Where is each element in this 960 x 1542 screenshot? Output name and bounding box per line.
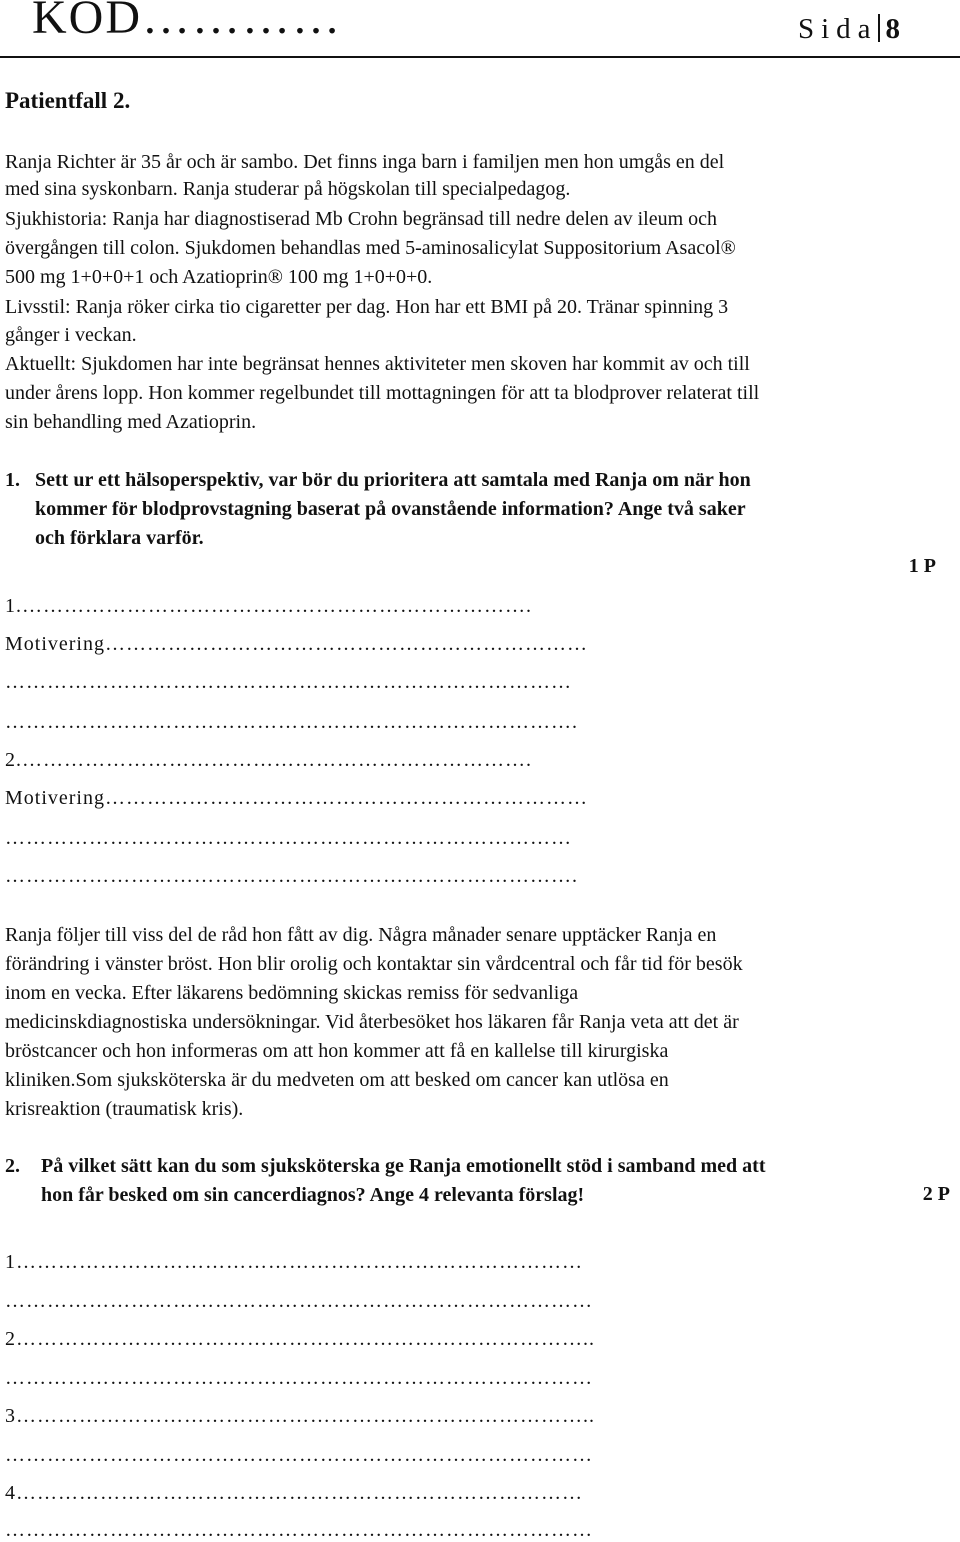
- intro-line: 500 mg 1+0+0+1 och Azatioprin® 100 mg 1+0+0+0.: [5, 266, 433, 288]
- followup-line: inom en vecka. Efter läkarens bedömning skickas remiss för sedvanliga: [5, 982, 579, 1004]
- question-2-number: 2.: [5, 1155, 20, 1177]
- question-1-points: 1 P: [908, 555, 936, 577]
- page-label: Sida: [797, 13, 878, 45]
- answer-line: …………………………………………………………………………: [5, 1290, 593, 1312]
- question-1-number: 1.: [5, 469, 20, 491]
- followup-line: krisreaktion (traumatisk kris).: [5, 1098, 244, 1120]
- page-indicator: [798, 14, 900, 44]
- followup-line: Ranja följer till viss del de råd hon fått av dig. Några månader senare upptäcker Ranja en: [5, 924, 717, 946]
- question-2-text: hon får besked om sin cancerdiagnos? Ange 4 relevanta förslag!: [41, 1184, 585, 1206]
- question-2-points: 2 P: [922, 1183, 950, 1205]
- followup-line: förändring i vänster bröst. Hon blir orolig och kontaktar sin vårdcentral och får tid för besök: [5, 953, 743, 975]
- page-number: 8: [885, 13, 900, 45]
- followup-line: bröstcancer och hon informeras om att hon kommer att få en kallelse till kirurgiska: [5, 1040, 669, 1062]
- answer-line: 2.……………………………………………………………….: [5, 749, 532, 771]
- page-header: [0, 0, 960, 60]
- answer-line: ……………………………………………………………………….: [5, 865, 578, 887]
- answer-line: ………………………………………………………………………: [5, 827, 572, 849]
- answer-line: …………………………………………………………………………: [5, 1519, 593, 1541]
- answer-line: Motivering……………………………………………………………: [5, 787, 588, 809]
- intro-line: under årens lopp. Hon kommer regelbundet till mottagningen för att ta blodprover relaterat till: [5, 382, 760, 404]
- question-2-text: På vilket sätt kan du som sjuksköterska ge Ranja emotionellt stöd i samband med att: [41, 1155, 766, 1177]
- answer-line: 4………………………………………………………………………: [5, 1482, 583, 1504]
- intro-line: Ranja Richter är 35 år och är sambo. Det finns inga barn i familjen men hon umgås en del: [5, 151, 725, 173]
- intro-line: Livsstil: Ranja röker cirka tio cigaretter per dag. Hon har ett BMI på 20. Tränar spinning 3: [5, 296, 729, 318]
- page-separator: [878, 14, 880, 42]
- header-rule: [0, 56, 960, 58]
- followup-line: medicinskdiagnostiska undersökningar. Vid återbesöket hos läkaren får Ranja veta att det är: [5, 1011, 739, 1033]
- question-1-text: kommer för blodprovstagning baserat på ovanstående information? Ange två saker: [35, 498, 746, 520]
- answer-line: 1………………………………………………………………………: [5, 1251, 583, 1273]
- answer-line: 2………………………………………………………………………..: [5, 1328, 595, 1350]
- case-title: Patientfall 2.: [5, 88, 131, 113]
- intro-line: med sina syskonbarn. Ranja studerar på högskolan till specialpedagog.: [5, 178, 571, 200]
- intro-line: gånger i veckan.: [5, 324, 137, 346]
- intro-line: sin behandling med Azatioprin.: [5, 411, 257, 433]
- question-1-text: och förklara varför.: [35, 527, 204, 549]
- answer-line: 3………………………………………………………………………..: [5, 1405, 595, 1427]
- answer-line: …………………………………………………………………………: [5, 1444, 593, 1466]
- followup-line: kliniken.Som sjuksköterska är du medveten om att besked om cancer kan utlösa en: [5, 1069, 669, 1091]
- intro-line: övergången till colon. Sjukdomen behandlas med 5-aminosalicylat Suppositorium Asacol®: [5, 237, 736, 259]
- exam-code: KOD…………: [32, 0, 342, 44]
- answer-line: 1.……………………………………………………………….: [5, 595, 532, 617]
- intro-line: Sjukhistoria: Ranja har diagnostiserad Mb Crohn begränsad till nedre delen av ileum och: [5, 208, 718, 230]
- answer-line: ………………………………………………………………………: [5, 671, 572, 693]
- answer-line: ……………………………………………………………………….: [5, 711, 578, 733]
- answer-line: …………………………………………………………………………: [5, 1367, 593, 1389]
- intro-line: Aktuellt: Sjukdomen har inte begränsat hennes aktiviteter men skoven har kommit av och till: [5, 353, 750, 375]
- answer-line: Motivering……………………………………………………………: [5, 633, 588, 655]
- question-1-text: Sett ur ett hälsoperspektiv, var bör du prioritera att samtala med Ranja om när hon: [35, 469, 751, 491]
